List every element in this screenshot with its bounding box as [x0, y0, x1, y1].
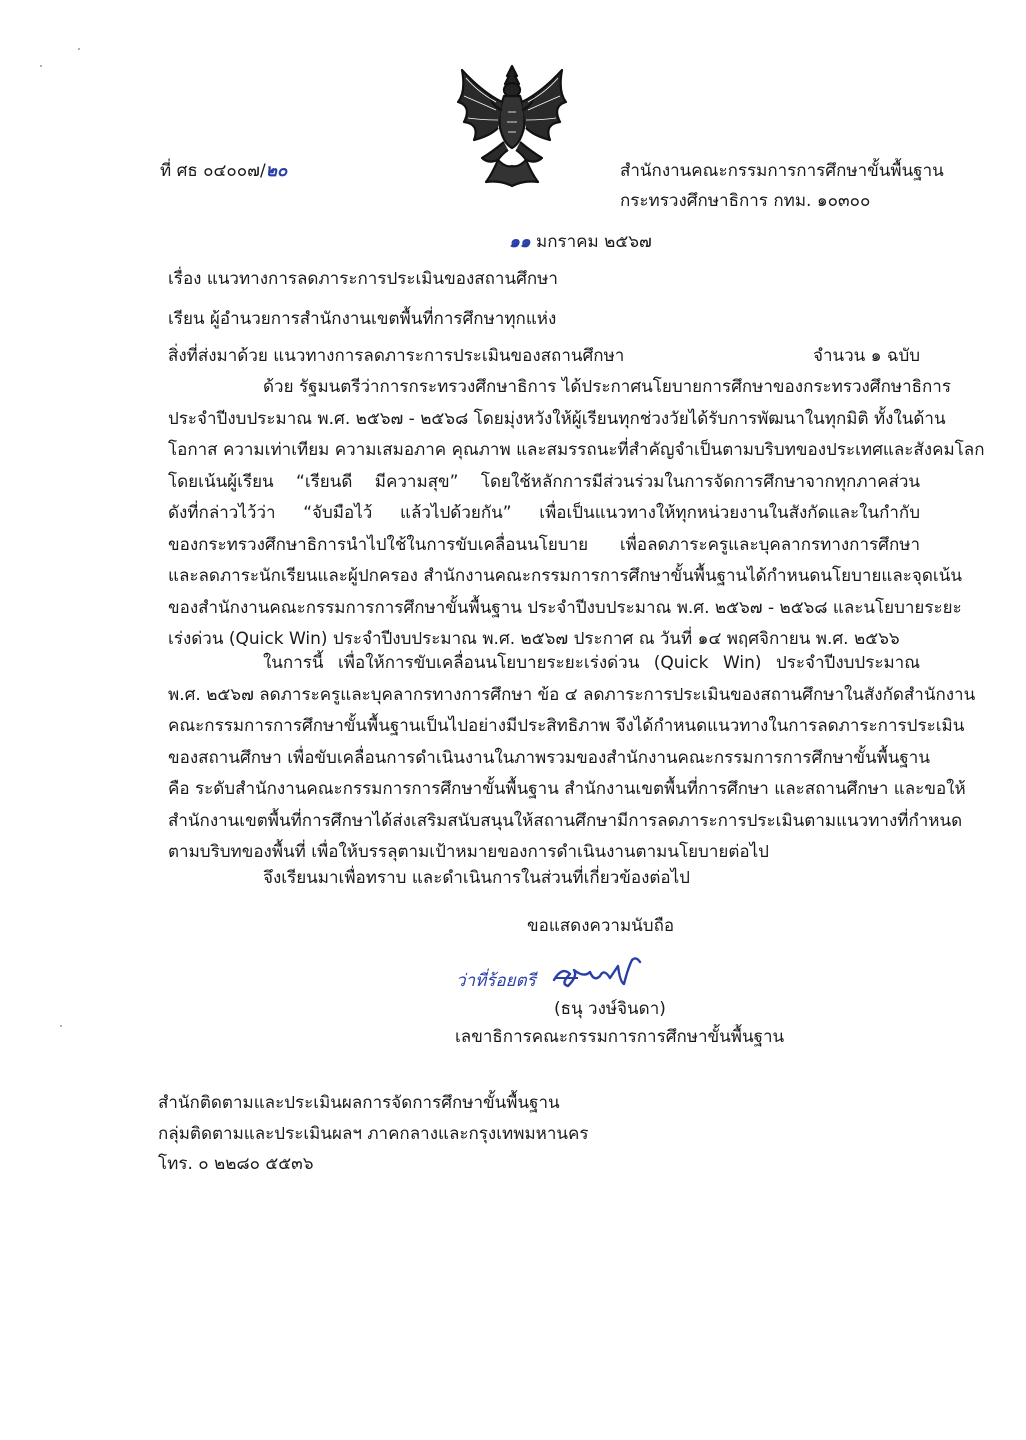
paragraph-line: พ.ศ. ๒๕๖๗ ลดภาระครูและบุคลากรทางการศึกษา ข้อ ๔ ลดภาระการประเมินของสถานศึกษาในสังกัดสำนักงาน — [168, 684, 976, 705]
scan-speck — [60, 1025, 62, 1027]
paragraph-line: ในการนี้ เพื่อให้การขับเคลื่อนนโยบายระยะเร่งด่วน (Quick Win) ประจำปีงบประมาณ — [263, 653, 920, 673]
paragraph-line: โอกาส ความเท่าเทียม ความเสมอภาค คุณภาพ และสมรรถนะที่สำคัญจำเป็นตามบริบทของประเทศและสังคมโลก — [168, 440, 985, 460]
footer-office: สำนักติดตามและประเมินผลการจัดการศึกษาขั้นพื้นฐาน — [158, 1093, 560, 1113]
agency-address: กระทรวงศึกษาธิการ กทม. ๑๐๓๐๐ — [620, 191, 871, 211]
agency-name: สำนักงานคณะกรรมการการศึกษาขั้นพื้นฐาน — [620, 161, 944, 181]
reference-handwritten: ๒๐ — [265, 161, 288, 181]
paragraph-line: คณะกรรมการการศึกษาขั้นพื้นฐานเป็นไปอย่างมีประสิทธิภาพ จึงได้กำหนดแนวทางในการลดภาระการประเมิน — [168, 716, 965, 736]
recipient-line: เรียน ผู้อำนวยการสำนักงานเขตพื้นที่การศึกษาทุกแห่ง — [168, 309, 557, 329]
paragraph-line: เร่งด่วน (Quick Win) ประจำปีงบประมาณ พ.ศ. ๒๕๖๗ ประกาศ ณ วันที่ ๑๔ พฤศจิกายน พ.ศ. ๒๕๖๖ — [168, 629, 900, 649]
letter-date — [509, 232, 652, 252]
garuda-emblem-icon — [452, 62, 572, 192]
paragraph-line: คือ ระดับสำนักงานคณะกรรมการการศึกษาขั้นพื้นฐาน สำนักงานเขตพื้นที่การศึกษา และสถานศึกษา และขอให้ — [168, 779, 966, 799]
paragraph-line: ตามบริบทของพื้นที่ เพื่อให้บรรลุตามเป้าหมายของการดำเนินงานตามนโยบายต่อไป — [168, 842, 769, 862]
salutation: ขอแสดงความนับถือ — [527, 916, 675, 936]
date-handwritten-day: ๑๑ — [509, 232, 531, 252]
footer-phone: โทร. ๐ ๒๒๘๐ ๕๕๓๖ — [158, 1154, 314, 1174]
signer-title: เลขาธิการคณะกรรมการการศึกษาขั้นพื้นฐาน — [455, 1027, 785, 1047]
paragraph-line: โดยเน้นผู้เรียน “เรียนดี มีความสุข” โดยใช้หลักการมีส่วนร่วมในการจัดการศึกษาจากทุกภาคส่วน — [168, 471, 920, 492]
paragraph-line: ของสำนักงานคณะกรรมการการศึกษาขั้นพื้นฐาน ประจำปีงบประมาณ พ.ศ. ๒๕๖๗ - ๒๕๖๘ และนโยบายระยะ — [168, 597, 962, 618]
reference-number — [160, 161, 287, 181]
scan-speck — [40, 65, 42, 67]
paragraph-line: ของกระทรวงศึกษาธิการนำไปใช้ในการขับเคลื่อนนโยบาย เพื่อลดภาระครูและบุคลากรทางการศึกษา — [168, 534, 920, 555]
scan-speck — [78, 48, 80, 50]
paragraph-line: ด้วย รัฐมนตรีว่าการกระทรวงศึกษาธิการ ได้ประกาศนโยบายการศึกษาของกระทรวงศึกษาธิการ — [263, 377, 951, 397]
paragraph-line: ของสถานศึกษา เพื่อขับเคลื่อนการดำเนินงานในภาพรวมของสำนักงานคณะกรรมการการศึกษาขั้นพื้นฐาน — [168, 747, 930, 768]
enclosure-count: จำนวน ๑ ฉบับ — [813, 346, 921, 366]
body-paragraph-2 — [168, 648, 976, 869]
subject-line: เรื่อง แนวทางการลดภาระการประเมินของสถานศึกษา — [168, 269, 558, 289]
paragraph-line: และลดภาระนักเรียนและผู้ปกครอง สำนักงานคณะกรรมการการศึกษาขั้นพื้นฐานได้กำหนดนโยบายและจุดเน้น — [168, 566, 962, 586]
paragraph-line: สำนักงานเขตพื้นที่การศึกษาได้ส่งเสริมสนับสนุนให้สถานศึกษามีการลดภาระการประเมินตามแนวทางที่กำหนด — [168, 810, 963, 831]
signer-name: (ธนุ วงษ์จินดา) — [554, 999, 666, 1019]
date-month-year: มกราคม ๒๕๖๗ — [536, 232, 652, 252]
body-paragraph-3: จึงเรียนมาเพื่อทราบ และดำเนินการในส่วนที่เกี่ยวข้องต่อไป — [263, 868, 690, 888]
handwritten-signature-icon — [548, 948, 668, 998]
signer-rank-handwritten: ว่าที่ร้อยตรี — [456, 971, 536, 991]
paragraph-line: ประจำปีงบประมาณ พ.ศ. ๒๕๖๗ - ๒๕๖๘ โดยมุ่งหวังให้ผู้เรียนทุกช่วงวัยได้รับการพัฒนาในทุกมิติ ทั้งในด้าน — [168, 408, 946, 429]
footer-group: กลุ่มติดตามและประเมินผลฯ ภาคกลางและกรุงเทพมหานคร — [158, 1124, 589, 1144]
paragraph-line: ดังที่กล่าวไว้ว่า “จับมือไว้ แล้วไปด้วยกัน” เพื่อเป็นแนวทางให้ทุกหน่วยงานในสังกัดและในกำกับ — [168, 503, 920, 523]
enclosure-label: สิ่งที่ส่งมาด้วย แนวทางการลดภาระการประเมินของสถานศึกษา — [168, 346, 625, 366]
reference-label: ที่ ศธ ๐๔๐๐๗/ — [160, 161, 266, 181]
body-paragraph-1 — [168, 372, 985, 656]
